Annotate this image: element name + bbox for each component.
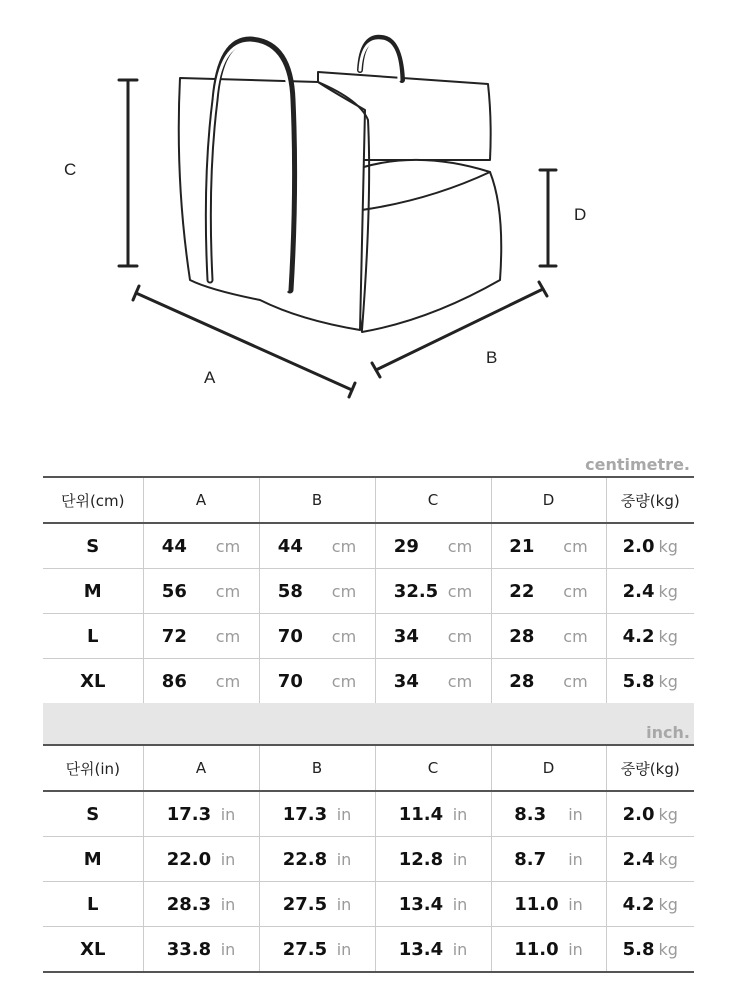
unit: cm	[447, 536, 473, 556]
size-cell: L	[43, 614, 143, 659]
separator-band	[43, 703, 694, 745]
unit: kg	[658, 939, 678, 959]
unit: kg	[658, 849, 678, 869]
measurement-cell-b	[259, 569, 375, 614]
table-row	[43, 882, 694, 927]
unit: cm	[215, 626, 241, 646]
weight-cell	[606, 927, 694, 973]
unit: cm	[215, 536, 241, 556]
weight-cell	[606, 569, 694, 614]
table-row	[43, 659, 694, 705]
size-table-inch	[43, 744, 694, 973]
measurement-cell-c	[375, 882, 491, 927]
unit: in	[336, 849, 352, 869]
column-header: D	[491, 745, 606, 791]
column-header: 단위(cm)	[43, 477, 143, 523]
unit: in	[452, 894, 468, 914]
value: 58	[277, 580, 303, 602]
unit: kg	[658, 626, 678, 646]
column-header: C	[375, 745, 491, 791]
unit: cm	[215, 671, 241, 691]
header-row	[43, 477, 694, 523]
measurement-cell-c	[375, 837, 491, 882]
value: 8.7	[514, 848, 547, 870]
dimension-label-d: D	[574, 205, 587, 224]
value: 72	[161, 625, 187, 647]
bag-drawing	[179, 38, 502, 332]
weight-cell	[606, 791, 694, 837]
size-table-cm	[43, 476, 694, 705]
measurement-cell-b	[259, 523, 375, 569]
unit: cm	[563, 536, 588, 556]
size-cell: S	[43, 523, 143, 569]
unit: cm	[331, 536, 357, 556]
value: 33.8	[166, 938, 212, 960]
value: 4.2	[622, 625, 655, 647]
column-header: B	[259, 745, 375, 791]
value: 2.0	[622, 535, 655, 557]
measurement-cell-b	[259, 927, 375, 973]
measurement-cell-d	[491, 927, 606, 973]
value: 34	[393, 670, 419, 692]
measurement-cell-b	[259, 837, 375, 882]
column-header: A	[143, 745, 259, 791]
column-header: 단위(in)	[43, 745, 143, 791]
measurement-cell-a	[143, 882, 259, 927]
value: 13.4	[398, 938, 444, 960]
column-header: B	[259, 477, 375, 523]
table-row	[43, 927, 694, 973]
measurement-cell-b	[259, 882, 375, 927]
unit: cm	[563, 626, 588, 646]
value: 21	[509, 535, 535, 557]
measurement-cell-a	[143, 837, 259, 882]
value: 44	[277, 535, 303, 557]
value: 22	[509, 580, 535, 602]
measurement-cell-a	[143, 523, 259, 569]
value: 28.3	[166, 893, 212, 915]
value: 8.3	[514, 803, 547, 825]
dimension-label-c: C	[64, 160, 77, 179]
unit: in	[568, 939, 583, 959]
unit: cm	[563, 581, 588, 601]
measurement-cell-d	[491, 837, 606, 882]
unit: in	[220, 849, 236, 869]
cm-unit-caption: centimetre.	[585, 455, 690, 474]
value: 2.4	[622, 848, 655, 870]
value: 32.5	[393, 580, 439, 602]
measurement-cell-a	[143, 659, 259, 705]
unit: kg	[658, 536, 678, 556]
value: 11.0	[514, 938, 559, 960]
measurement-cell-a	[143, 791, 259, 837]
dimension-label-a: A	[204, 368, 216, 387]
value: 13.4	[398, 893, 444, 915]
value: 29	[393, 535, 419, 557]
unit: cm	[331, 626, 357, 646]
unit: kg	[658, 671, 678, 691]
bag-illustration	[0, 0, 734, 420]
value: 86	[161, 670, 187, 692]
value: 17.3	[166, 803, 212, 825]
measurement-cell-d	[491, 523, 606, 569]
unit: cm	[447, 581, 473, 601]
unit: in	[452, 804, 468, 824]
value: 56	[161, 580, 187, 602]
unit: cm	[331, 671, 357, 691]
value: 5.8	[622, 938, 655, 960]
unit: in	[452, 939, 468, 959]
measurement-cell-a	[143, 569, 259, 614]
measurement-cell-c	[375, 927, 491, 973]
table-row	[43, 614, 694, 659]
value: 11.4	[398, 803, 444, 825]
unit: kg	[658, 894, 678, 914]
unit: in	[568, 894, 583, 914]
unit: in	[220, 894, 236, 914]
column-header: D	[491, 477, 606, 523]
value: 44	[161, 535, 187, 557]
unit: in	[336, 939, 352, 959]
unit: cm	[447, 671, 473, 691]
column-header: 중량(kg)	[606, 477, 694, 523]
unit: in	[452, 849, 468, 869]
unit: cm	[215, 581, 241, 601]
weight-cell	[606, 659, 694, 705]
column-header: C	[375, 477, 491, 523]
size-cell: XL	[43, 927, 143, 973]
column-header: A	[143, 477, 259, 523]
measurement-cell-c	[375, 659, 491, 705]
unit: kg	[658, 581, 678, 601]
column-header: 중량(kg)	[606, 745, 694, 791]
value: 27.5	[282, 893, 328, 915]
header-row	[43, 745, 694, 791]
unit: in	[336, 894, 352, 914]
measurement-cell-d	[491, 614, 606, 659]
measurement-cell-a	[143, 927, 259, 973]
unit: cm	[331, 581, 357, 601]
unit: in	[336, 804, 352, 824]
measurement-cell-b	[259, 614, 375, 659]
measurement-cell-c	[375, 614, 491, 659]
measurement-cell-b	[259, 791, 375, 837]
value: 27.5	[282, 938, 328, 960]
value: 17.3	[282, 803, 328, 825]
weight-cell	[606, 614, 694, 659]
table-row	[43, 569, 694, 614]
measurement-cell-a	[143, 614, 259, 659]
unit: in	[220, 939, 236, 959]
value: 34	[393, 625, 419, 647]
weight-cell	[606, 523, 694, 569]
unit: cm	[447, 626, 473, 646]
value: 22.8	[282, 848, 328, 870]
table-row	[43, 523, 694, 569]
measurement-cell-c	[375, 523, 491, 569]
value: 12.8	[398, 848, 444, 870]
inch-unit-caption: inch.	[646, 723, 690, 742]
weight-cell	[606, 882, 694, 927]
size-cell: M	[43, 569, 143, 614]
unit: kg	[658, 804, 678, 824]
measurement-cell-c	[375, 791, 491, 837]
size-cell: XL	[43, 659, 143, 705]
size-cell: S	[43, 791, 143, 837]
table-row	[43, 837, 694, 882]
value: 2.0	[622, 803, 655, 825]
value: 22.0	[166, 848, 212, 870]
measurement-cell-d	[491, 659, 606, 705]
value: 5.8	[622, 670, 655, 692]
unit: cm	[563, 671, 588, 691]
unit: in	[568, 849, 583, 869]
unit: in	[568, 804, 583, 824]
value: 4.2	[622, 893, 655, 915]
value: 28	[509, 670, 535, 692]
value: 28	[509, 625, 535, 647]
value: 2.4	[622, 580, 655, 602]
value: 11.0	[514, 893, 559, 915]
value: 70	[277, 625, 303, 647]
measurement-cell-d	[491, 569, 606, 614]
unit: in	[220, 804, 236, 824]
weight-cell	[606, 837, 694, 882]
table-row	[43, 791, 694, 837]
value: 70	[277, 670, 303, 692]
measurement-cell-d	[491, 882, 606, 927]
measurement-cell-c	[375, 569, 491, 614]
size-cell: M	[43, 837, 143, 882]
measurement-cell-d	[491, 791, 606, 837]
measurement-cell-b	[259, 659, 375, 705]
size-cell: L	[43, 882, 143, 927]
dimension-label-b: B	[486, 348, 498, 367]
